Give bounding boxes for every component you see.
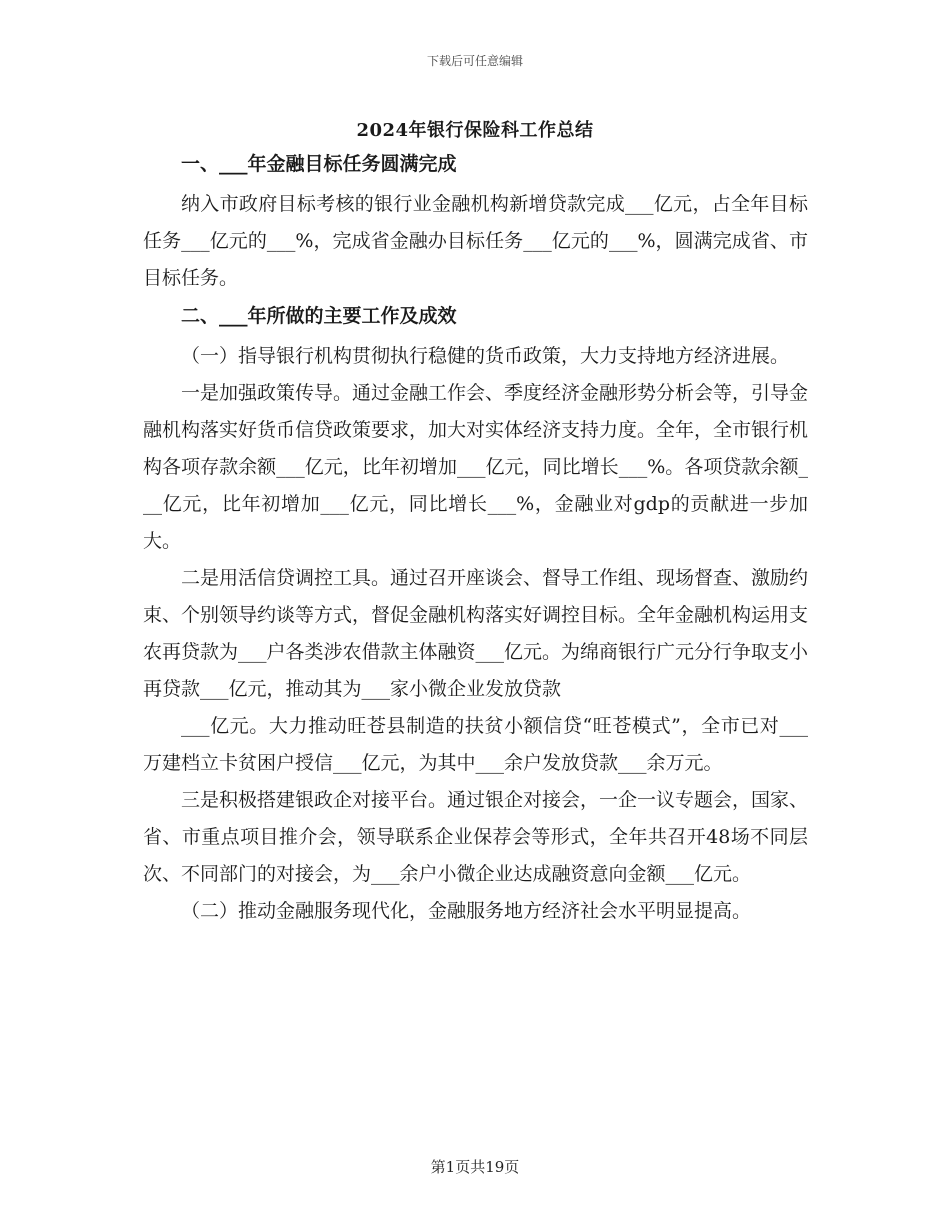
paragraph-1: 纳入市政府目标考核的银行业金融机构新增贷款完成___亿元，占全年目标任务___亿元的___%，完成省金融办目标任务___亿元的___%，圆满完成省、市目标任务。 (143, 193, 808, 289)
section-heading-2: 二、___年所做的主要工作及成效 (181, 305, 457, 327)
page-header-note: 下载后可任意编辑 (426, 54, 523, 68)
paragraph-7: （二）推动金融服务现代化，金融服务地方经济社会水平明显提高。 (181, 900, 752, 922)
document-title: 2024年银行保险科工作总结 (356, 120, 594, 141)
paragraph-5: ___亿元。大力推动旺苍县制造的扶贫小额信贷“旺苍模式”，全市已对___万建档立卡贫困户授信___亿元，为其中___余户发放贷款___余万元。 (143, 715, 808, 774)
page-number: 第1页共19页 (430, 1158, 520, 1176)
paragraph-6: 三是积极搭建银政企对接平台。通过银企对接会，一企一议专题会，国家、省、市重点项目推介会，领导联系企业保荐会等形式，全年共召开48场不同层次、不同部门的对接会，为___余户小微企业达成融资意向金额___亿元。 (143, 789, 809, 885)
section-heading-1: 一、___年金融目标任务圆满完成 (181, 153, 457, 175)
paragraph-3: 一是加强政策传导。通过金融工作会、季度经济金融形势分析会等，引导金融机构落实好货币信贷政策要求，加大对实体经济支持力度。全年，全市银行机构各项存款余额___亿元，比年初增加___亿元，同比增长___%。各项贷款余额___亿元，比年初增加___亿元，同比增长___%，金融业对gdp的贡献进一步加大。 (143, 382, 809, 552)
paragraph-4: 二是用活信贷调控工具。通过召开座谈会、督导工作组、现场督查、激励约束、个别领导约谈等方式，督促金融机构落实好调控目标。全年金融机构运用支农再贷款为___户各类涉农借款主体融资___亿元。为绵商银行广元分行争取支小再贷款___亿元，推动其为___家小微企业发放贷款 (143, 567, 809, 700)
document-body (143, 146, 808, 930)
paragraph-2: （一）指导银行机构贯彻执行稳健的货币政策，大力支持地方经济进展。 (181, 345, 790, 367)
